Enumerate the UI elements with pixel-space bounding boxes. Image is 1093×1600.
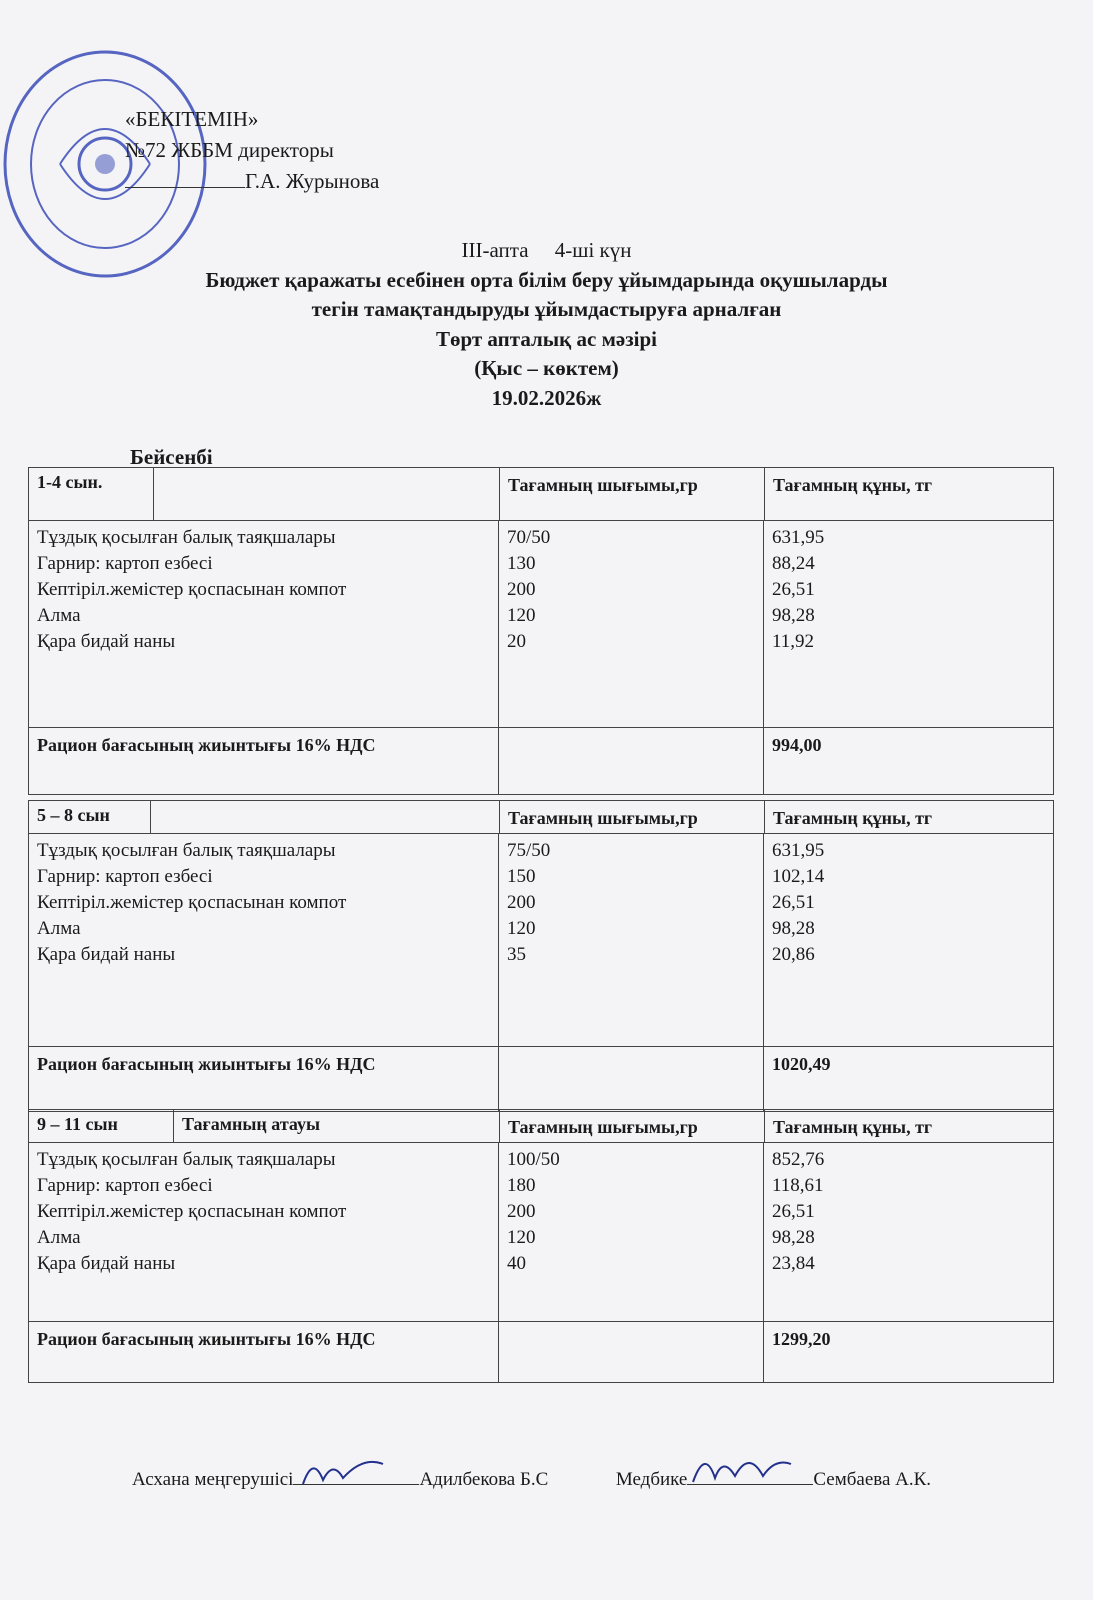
menu-table-grades-5-8	[28, 800, 1054, 1112]
dish-names	[29, 1143, 499, 1321]
total-label: Рацион бағасының жиынтығы 16% НДС	[29, 728, 499, 794]
dish-name: Қара бидай наны	[37, 1253, 176, 1274]
canteen-head-signature	[293, 1462, 419, 1485]
name-header: Тағамның атауы	[182, 1114, 321, 1134]
week-day-line	[0, 236, 1093, 266]
weekday-label: Бейсенбі	[130, 445, 213, 469]
dish-yields	[499, 521, 764, 727]
dish-yield: 70/50	[507, 527, 551, 548]
dish-yield: 20	[507, 631, 526, 652]
season-label: (Қыс – көктем)	[474, 356, 619, 380]
dish-yield: 120	[507, 605, 536, 626]
nurse-label: Медбике	[615, 1469, 688, 1490]
name-header	[151, 801, 499, 833]
dish-price: 98,28	[772, 605, 815, 626]
dish-name: Тұздық қосылған балық таяқшалары	[37, 840, 336, 861]
table-items-row	[29, 521, 1053, 728]
total-value: 1020,49	[772, 1054, 831, 1074]
dish-yields	[499, 1143, 764, 1321]
dish-prices	[764, 1143, 1053, 1321]
yield-header: Тағамның шығымы,гр	[500, 801, 765, 833]
dish-price: 26,51	[772, 579, 815, 600]
title-line-3: Төрт апталық ас мәзірі	[435, 326, 658, 351]
dish-price: 102,14	[772, 866, 825, 887]
dish-price: 98,28	[772, 918, 815, 939]
dish-yield: 200	[507, 579, 536, 600]
dish-name: Кептіріл.жемістер қоспасынан компот	[37, 892, 347, 913]
approval-position: №72 ЖББМ директоры	[125, 138, 334, 162]
menu-table-grades-1-4	[28, 467, 1054, 795]
dish-price: 26,51	[772, 1201, 815, 1222]
dish-price: 23,84	[772, 1253, 815, 1274]
title-line-1: Бюджет қаражаты есебінен орта білім беру ұйымдарында оқушыларды	[205, 267, 888, 292]
dish-yields	[499, 834, 764, 1046]
canteen-head-label: Асхана меңгерушісі	[132, 1469, 294, 1490]
price-header: Тағамның құны, тг	[773, 1117, 933, 1137]
dish-yield: 40	[507, 1253, 526, 1274]
table-items-row	[29, 1143, 1053, 1322]
dish-price: 631,95	[772, 840, 825, 861]
dish-names	[29, 834, 499, 1046]
dish-yield: 200	[507, 1201, 536, 1222]
signature-underline	[125, 187, 245, 188]
dish-name: Алма	[37, 918, 81, 939]
table-header-row	[29, 801, 1053, 834]
nurse-signature	[687, 1462, 813, 1485]
day-label: 4-ші күн	[554, 238, 632, 262]
table-header-row	[29, 468, 1053, 521]
dish-names	[29, 521, 499, 727]
dish-name: Қара бидай наны	[37, 631, 176, 652]
grade-label: 9 – 11 сын	[29, 1110, 174, 1142]
table-items-row	[29, 834, 1053, 1047]
approval-signature-line	[125, 166, 379, 197]
dish-yield: 75/50	[507, 840, 551, 861]
menu-table-grades-9-11	[28, 1109, 1054, 1383]
menu-heading	[0, 236, 1093, 413]
dish-price: 20,86	[772, 944, 815, 965]
table-total-row	[29, 728, 1053, 795]
dish-name: Кептіріл.жемістер қоспасынан компот	[37, 1201, 347, 1222]
dish-name: Қара бидай наны	[37, 944, 176, 965]
dish-price: 98,28	[772, 1227, 815, 1248]
dish-name: Гарнир: картоп езбесі	[37, 866, 213, 887]
total-value: 1299,20	[772, 1329, 831, 1349]
dish-price: 88,24	[772, 553, 815, 574]
dish-prices	[764, 521, 1053, 727]
dish-yield: 120	[507, 1227, 536, 1248]
dish-name: Тұздық қосылған балық таяқшалары	[37, 527, 336, 548]
price-header: Тағамның құны, тг	[773, 475, 933, 495]
approval-block	[125, 104, 379, 197]
director-name: Г.А. Журынова	[245, 169, 380, 193]
dish-name: Гарнир: картоп езбесі	[37, 1175, 213, 1196]
grade-label: 1-4 сын.	[29, 468, 154, 520]
week-label: ІІІ-апта	[461, 238, 529, 262]
table-header-row	[29, 1110, 1053, 1143]
approval-title: «БЕКІТЕМІН»	[125, 107, 259, 131]
dish-name: Алма	[37, 1227, 81, 1248]
dish-name: Гарнир: картоп езбесі	[37, 553, 213, 574]
dish-name: Алма	[37, 605, 81, 626]
grade-label: 5 – 8 сын	[29, 801, 151, 833]
yield-header: Тағамның шығымы,гр	[500, 468, 765, 520]
dish-yield: 100/50	[507, 1149, 560, 1170]
dish-yield: 200	[507, 892, 536, 913]
dish-price: 631,95	[772, 527, 825, 548]
price-header: Тағамның құны, тг	[773, 808, 933, 828]
dish-yield: 180	[507, 1175, 536, 1196]
table-total-row	[29, 1047, 1053, 1112]
dish-price: 11,92	[772, 631, 815, 652]
total-value: 994,00	[772, 735, 822, 755]
dish-name: Кептіріл.жемістер қоспасынан компот	[37, 579, 347, 600]
dish-price: 26,51	[772, 892, 815, 913]
dish-yield: 35	[507, 944, 526, 965]
yield-header: Тағамның шығымы,гр	[500, 1110, 765, 1142]
dish-price: 852,76	[772, 1149, 825, 1170]
total-label: Рацион бағасының жиынтығы 16% НДС	[29, 1322, 499, 1382]
dish-price: 118,61	[772, 1175, 824, 1196]
total-label: Рацион бағасының жиынтығы 16% НДС	[29, 1047, 499, 1111]
canteen-head-name: Адилбекова Б.С	[419, 1469, 549, 1490]
signatures-footer	[132, 1462, 931, 1491]
table-total-row	[29, 1322, 1053, 1383]
dish-yield: 120	[507, 918, 536, 939]
dish-yield: 130	[507, 553, 536, 574]
nurse-name: Сембаева А.К.	[813, 1469, 932, 1490]
dish-prices	[764, 834, 1053, 1046]
dish-name: Тұздық қосылған балық таяқшалары	[37, 1149, 336, 1170]
title-line-2: тегін тамақтандыруды ұйымдастыруға арналған	[311, 297, 782, 321]
name-header	[154, 468, 499, 520]
dish-yield: 150	[507, 866, 536, 887]
menu-date: 19.02.2026ж	[491, 385, 602, 410]
